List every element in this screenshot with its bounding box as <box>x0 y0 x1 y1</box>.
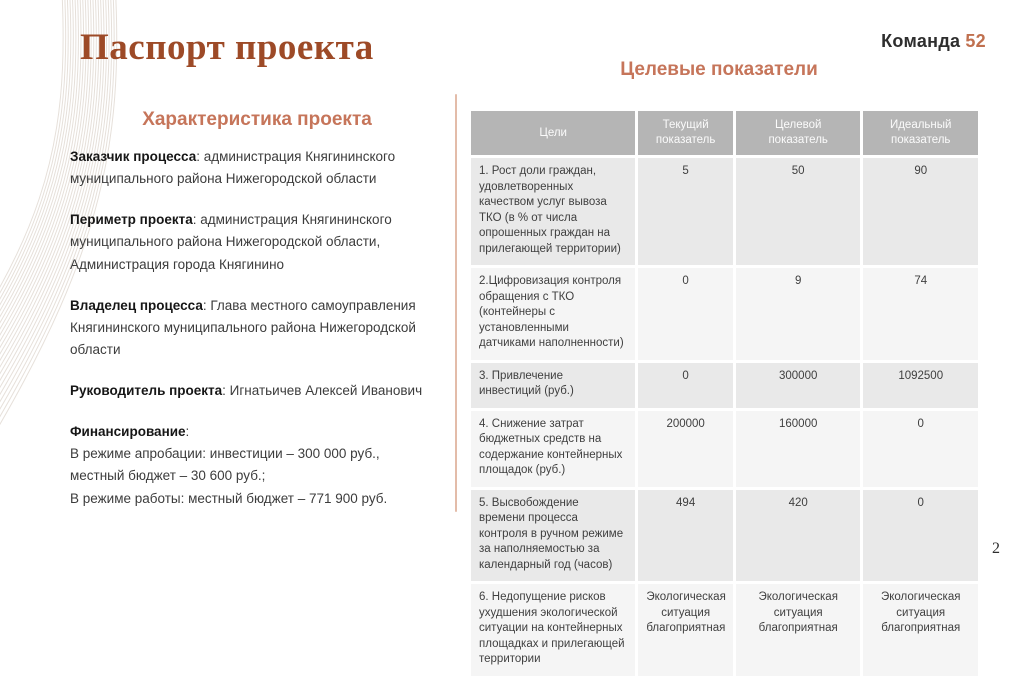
goal-cell: 1. Рост доли граждан, удовлетворенных качеством услуг вывоза ТКО (в % от числа опрошенных граждан на прилегающей территории) <box>471 158 635 265</box>
characteristic-field: Периметр проекта: администрация Княгининского муниципального района Нижегородской области, Администрация города Княгинино <box>70 212 392 272</box>
goal-cell: 5. Высвобождение времени процесса контроля в ручном режиме за наполняемостью за календарный год (часов) <box>471 490 635 582</box>
value-cell: 0 <box>863 490 978 582</box>
team-logo <box>881 31 986 52</box>
field-label: Финансирование <box>70 424 186 440</box>
goal-cell: 2.Цифровизация контроля обращения с ТКО (контейнеры с установленными датчиками наполненности) <box>471 268 635 360</box>
table-row <box>471 411 978 487</box>
targets-heading: Целевые показатели <box>620 59 818 80</box>
field-label: Заказчик процесса <box>70 149 197 164</box>
field-line: местный бюджет – 30 600 руб.; <box>70 468 266 484</box>
characteristics-heading: Характеристика проекта <box>142 109 372 130</box>
goal-cell: 4. Снижение затрат бюджетных средств на содержание контейнерных площадок (руб.) <box>471 411 635 487</box>
value-cell: 494 <box>638 490 733 582</box>
value-cell: 200000 <box>638 411 733 487</box>
characteristic-field: Владелец процесса: Глава местного самоуправления Княгининского муниципального района Нижегородской области <box>70 297 416 357</box>
value-cell: Экологическая ситуация благоприятная <box>863 584 978 676</box>
field-label: Руководитель проекта <box>70 383 223 398</box>
team-logo-name: Команда <box>881 31 961 51</box>
field-line: В режиме апробации: инвестиции – 300 000 руб., <box>70 446 380 462</box>
characteristic-field: Финансирование: В режиме апробации: инвестиции – 300 000 руб., местный бюджет – 30 600 руб.; В режиме работы: местный бюджет – 771 900 руб. <box>70 421 448 510</box>
page-title: Паспорт проекта <box>80 27 374 68</box>
vertical-divider <box>455 94 457 512</box>
characteristic-field: Руководитель проекта: Игнатьичев Алексей Иванович <box>70 383 423 398</box>
targets-table-header-row <box>471 111 978 155</box>
page-number: 2 <box>992 540 1000 557</box>
goal-cell: 3. Привлечение инвестиций (руб.) <box>471 363 635 408</box>
goal-cell: 6. Недопущение рисков ухудшения экологической ситуации на контейнерных площадках и прилегающей территории <box>471 584 635 676</box>
table-row <box>471 584 978 676</box>
characteristics-fields <box>70 146 448 529</box>
column-header: Текущий показатель <box>638 111 733 155</box>
value-cell: 90 <box>863 158 978 265</box>
value-cell: Экологическая ситуация благоприятная <box>638 584 733 676</box>
value-cell: 0 <box>638 363 733 408</box>
value-cell: 420 <box>736 490 861 582</box>
table-row <box>471 363 978 408</box>
table-row <box>471 490 978 582</box>
value-cell: 9 <box>736 268 861 360</box>
field-line: В режиме работы: местный бюджет – 771 900 руб. <box>70 490 388 506</box>
column-header: Цели <box>471 111 635 155</box>
column-header: Идеальный показатель <box>863 111 978 155</box>
value-cell: 0 <box>863 411 978 487</box>
value-cell: 50 <box>736 158 861 265</box>
team-logo-number: 52 <box>965 31 986 51</box>
field-label: Периметр проекта <box>70 212 193 228</box>
targets-table-body <box>471 158 978 676</box>
value-cell: Экологическая ситуация благоприятная <box>736 584 861 676</box>
table-row <box>471 268 978 360</box>
value-cell: 0 <box>638 268 733 360</box>
value-cell: 74 <box>863 268 978 360</box>
table-row <box>471 158 978 265</box>
value-cell: 300000 <box>736 363 861 408</box>
value-cell: 1092500 <box>863 363 978 408</box>
characteristic-field: Заказчик процесса: администрация Княгининского муниципального района Нижегородской области <box>70 149 396 187</box>
field-label: Владелец процесса <box>70 297 203 313</box>
value-cell: 5 <box>638 158 733 265</box>
targets-table <box>468 108 981 679</box>
column-header: Целевой показатель <box>736 111 861 155</box>
value-cell: 160000 <box>736 411 861 487</box>
